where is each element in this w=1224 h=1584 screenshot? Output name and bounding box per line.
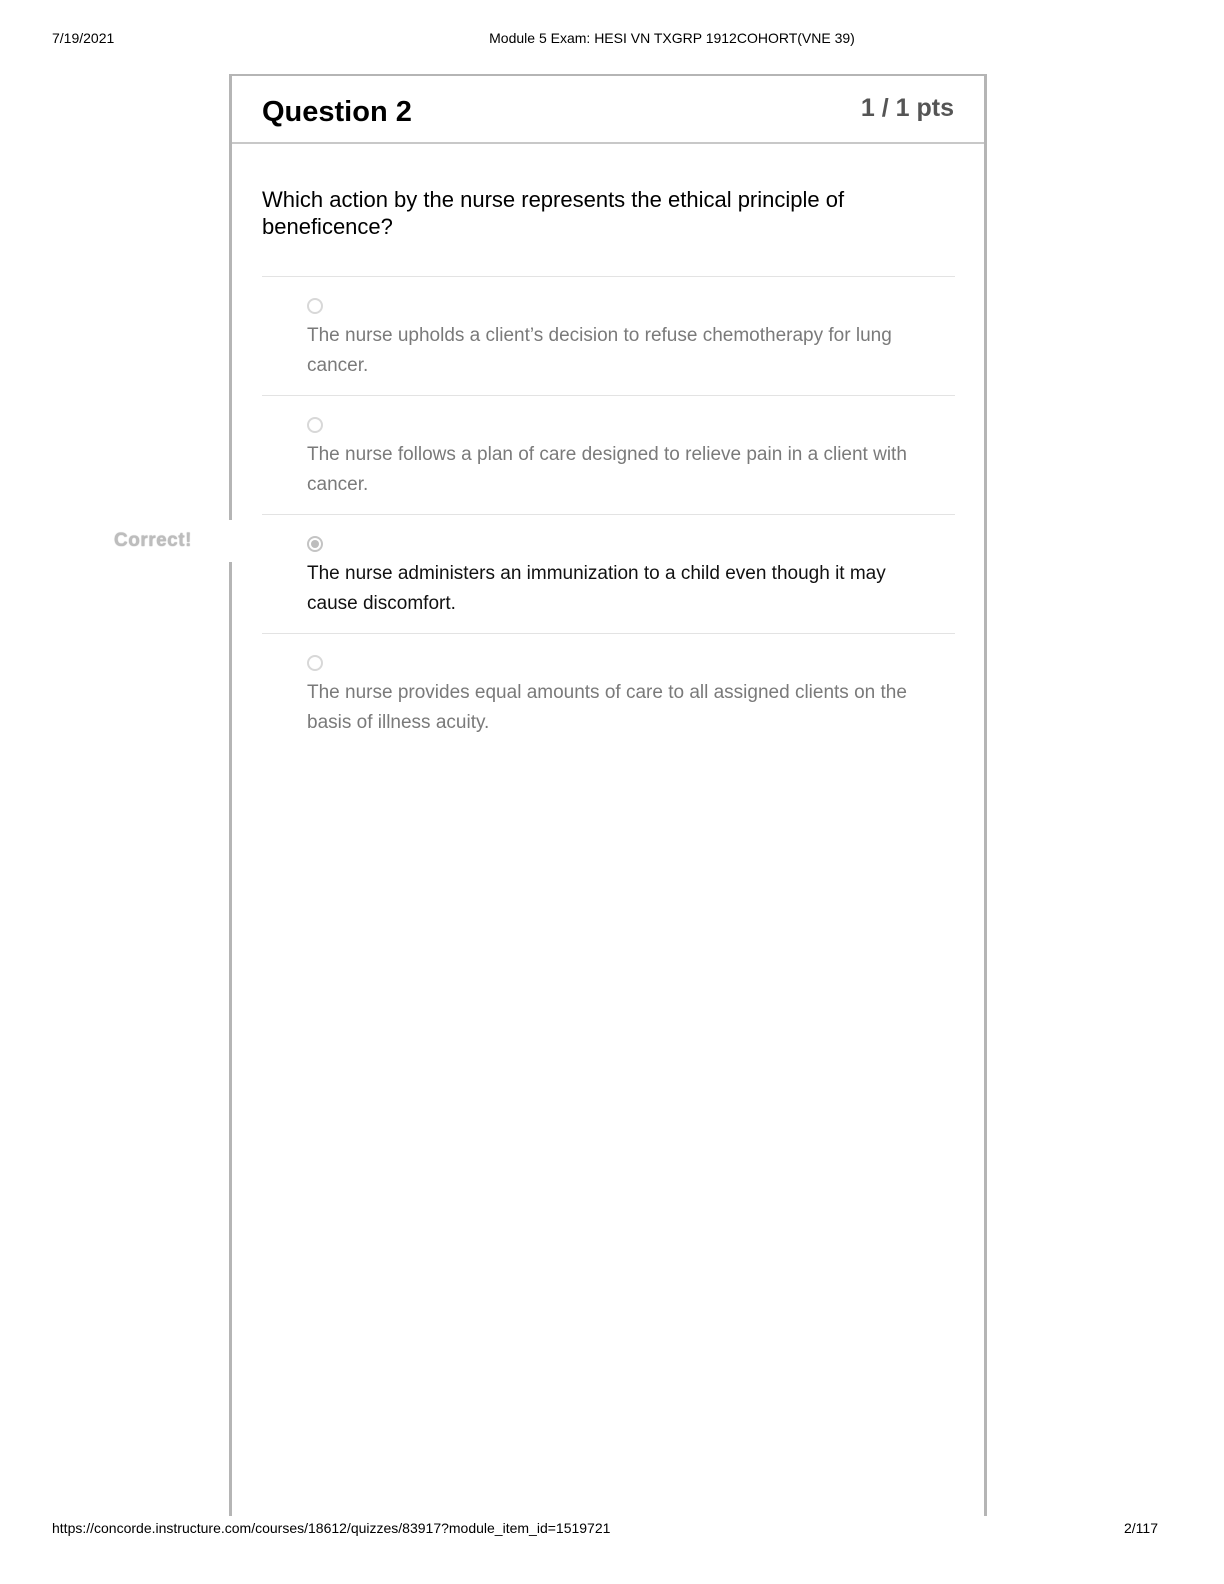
print-url: https://concorde.instructure.com/courses/18612/quizzes/83917?module_item_id=1519721 — [52, 1520, 611, 1536]
print-page-number: 2/117 — [1124, 1520, 1158, 1536]
print-footer — [0, 1520, 1224, 1540]
print-title: Module 5 Exam: HESI VN TXGRP 1912COHORT(VNE 39) — [489, 30, 855, 46]
question-card — [229, 74, 987, 1516]
question-title: Question 2 — [262, 96, 412, 128]
print-header — [0, 30, 1224, 50]
print-date: 7/19/2021 — [52, 30, 115, 46]
answer-option-1[interactable] — [262, 276, 955, 395]
answer-list — [262, 276, 955, 752]
radio-button-icon[interactable] — [307, 417, 323, 433]
answer-option-2[interactable] — [262, 395, 955, 514]
answer-option-3[interactable] — [262, 514, 955, 633]
question-header — [232, 76, 984, 144]
question-text: Which action by the nurse represents the ethical principle of beneficence? — [262, 187, 845, 239]
radio-button-selected-icon[interactable] — [307, 536, 323, 552]
answer-text: The nurse administers an immunization to a child even though it may cause discomfort. — [307, 563, 886, 614]
radio-button-icon[interactable] — [307, 655, 323, 671]
question-points: 1 / 1 pts — [860, 94, 954, 122]
answer-text: The nurse provides equal amounts of care to all assigned clients on the basis of illness acuity. — [307, 682, 907, 733]
border-gap — [226, 520, 234, 562]
answer-option-4[interactable] — [262, 633, 955, 752]
answer-text: The nurse upholds a client’s decision to refuse chemotherapy for lung cancer. — [307, 325, 892, 376]
correct-answer-label: Correct! — [114, 530, 192, 551]
answer-text: The nurse follows a plan of care designed to relieve pain in a client with cancer. — [307, 444, 907, 495]
radio-button-icon[interactable] — [307, 298, 323, 314]
